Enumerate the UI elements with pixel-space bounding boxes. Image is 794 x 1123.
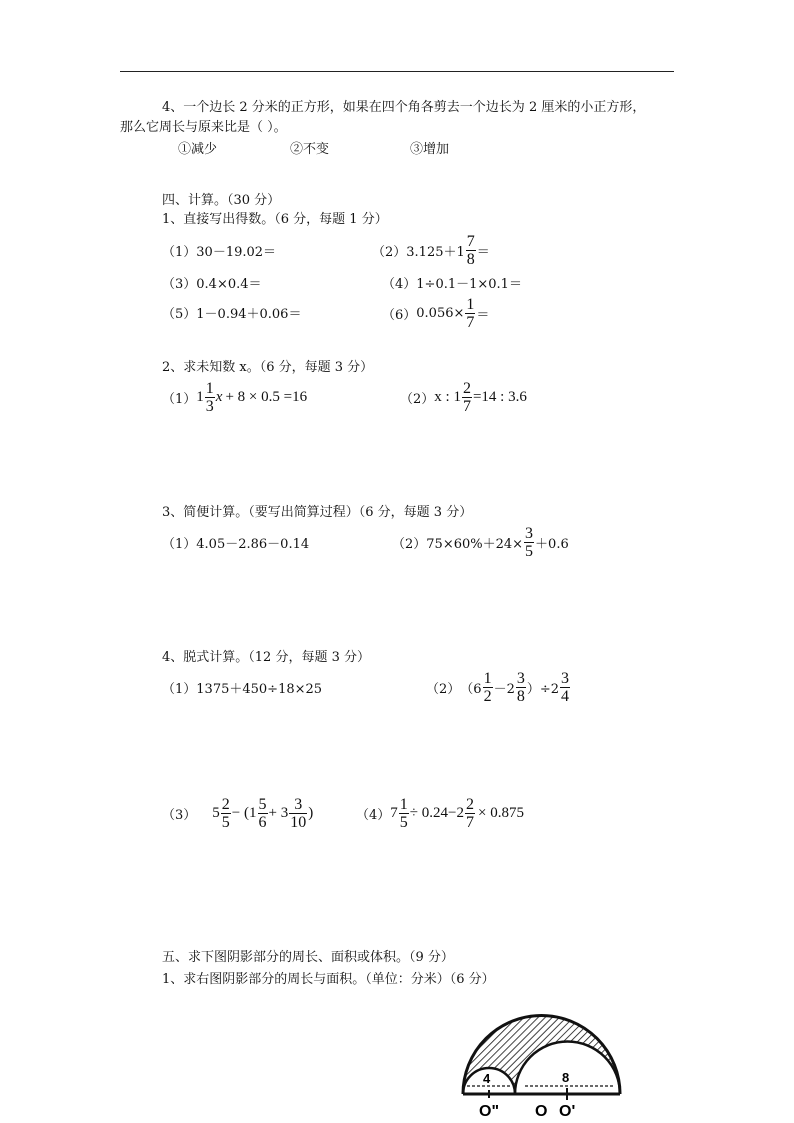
q4-option-2: ②不变 <box>290 142 330 157</box>
expr-item-3: （3） 5 $\frac{2}{5}$ − (1 $\frac{5}{6}$ + 3 $\frac{3}{10}$ ) <box>162 796 314 831</box>
center-label-big: O <box>535 1103 548 1120</box>
calc-item-5: （5）1－0.94＋0.06＝ <box>162 307 302 322</box>
fraction: $\frac{2}{5}$ <box>221 796 230 831</box>
fraction: $\frac{2}{7}$ <box>462 380 471 415</box>
fraction: $\frac{3}{8}$ <box>516 670 525 705</box>
fraction: $\frac{3}{10}$ <box>290 796 307 831</box>
part4-title: 4、脱式计算。（12 分，每题 3 分） <box>162 650 370 665</box>
fraction: $\frac{2}{7}$ <box>465 796 474 831</box>
section5-part1-title: 1、求右图阴影部分的周长与面积。（单位：分米）（6 分） <box>162 972 495 987</box>
fraction: $\frac{7}{8}$ <box>466 233 475 268</box>
large-radius-label: 8 <box>562 1070 570 1085</box>
part3-title: 3、简便计算。（要写出简算过程）（6 分，每题 3 分） <box>162 505 473 520</box>
fraction: $\frac{3}{4}$ <box>561 670 570 705</box>
calc-item-4: （4）1÷0.1－1×0.1＝ <box>382 277 522 292</box>
fraction: $\frac{3}{5}$ <box>525 525 534 560</box>
section4-title: 四、计算。（30 分） <box>162 193 281 208</box>
equation-2: （2） x : 1 $\frac{2}{7}$ =14 : 3.6 <box>400 380 527 415</box>
fraction: $\frac{5}{6}$ <box>258 796 267 831</box>
calc-item-1: （1）30－19.02＝ <box>162 245 277 260</box>
expr-item-4: （4） 7 $\frac{1}{5}$ ÷ 0.24−2 $\frac{2}{7}$ × 0.875 <box>356 796 524 831</box>
header-rule <box>120 71 674 72</box>
simplify-item-1: （1）4.05－2.86－0.14 <box>162 537 310 552</box>
q4-option-1: ①减少 <box>178 142 218 157</box>
q4-line2: 那么它周长与原来比是（ ）。 <box>120 120 287 135</box>
calc-item-2: （2） 3.125＋1 $\frac{7}{8}$ ＝ <box>372 233 490 268</box>
fraction: $\frac{1}{3}$ <box>205 380 214 415</box>
calc-item-3: （3）0.4×0.4＝ <box>162 277 262 292</box>
fraction: $\frac{1}{7}$ <box>466 296 475 331</box>
simplify-item-2: （2） 75×60%＋24× $\frac{3}{5}$ ＋0.6 <box>392 525 569 560</box>
part1-title: 1、直接写出得数。（6 分，每题 1 分） <box>162 212 388 227</box>
equation-1: （1） 1 $\frac{1}{3}$ x + 8 × 0.5 =16 <box>162 380 308 415</box>
center-label-mid: O' <box>559 1103 576 1120</box>
semicircle-figure <box>455 1008 630 1120</box>
fraction: $\frac{1}{2}$ <box>483 670 492 705</box>
expr-item-2: （2） （6 $\frac{1}{2}$ －2 $\frac{3}{8}$ ）÷2 $\frac{3}{4}$ <box>426 670 570 705</box>
fraction: $\frac{1}{5}$ <box>399 796 408 831</box>
calc-item-6: （6） 0.056× $\frac{1}{7}$ ＝ <box>382 296 490 331</box>
center-label-small: O" <box>479 1103 500 1120</box>
section5-title: 五、求下图阴影部分的周长、面积或体积。（9 分） <box>162 950 454 965</box>
q4-line1: 4、一个边长 2 分米的正方形，如果在四个角各剪去一个边长为 2 厘米的小正方形， <box>162 100 646 115</box>
small-radius-label: 4 <box>483 1071 491 1086</box>
q4-option-3: ③增加 <box>410 142 450 157</box>
expr-item-1: （1）1375＋450÷18×25 <box>162 682 323 697</box>
shaded-region <box>455 1008 630 1094</box>
part2-title: 2、求未知数 x。（6 分，每题 3 分） <box>162 360 374 375</box>
